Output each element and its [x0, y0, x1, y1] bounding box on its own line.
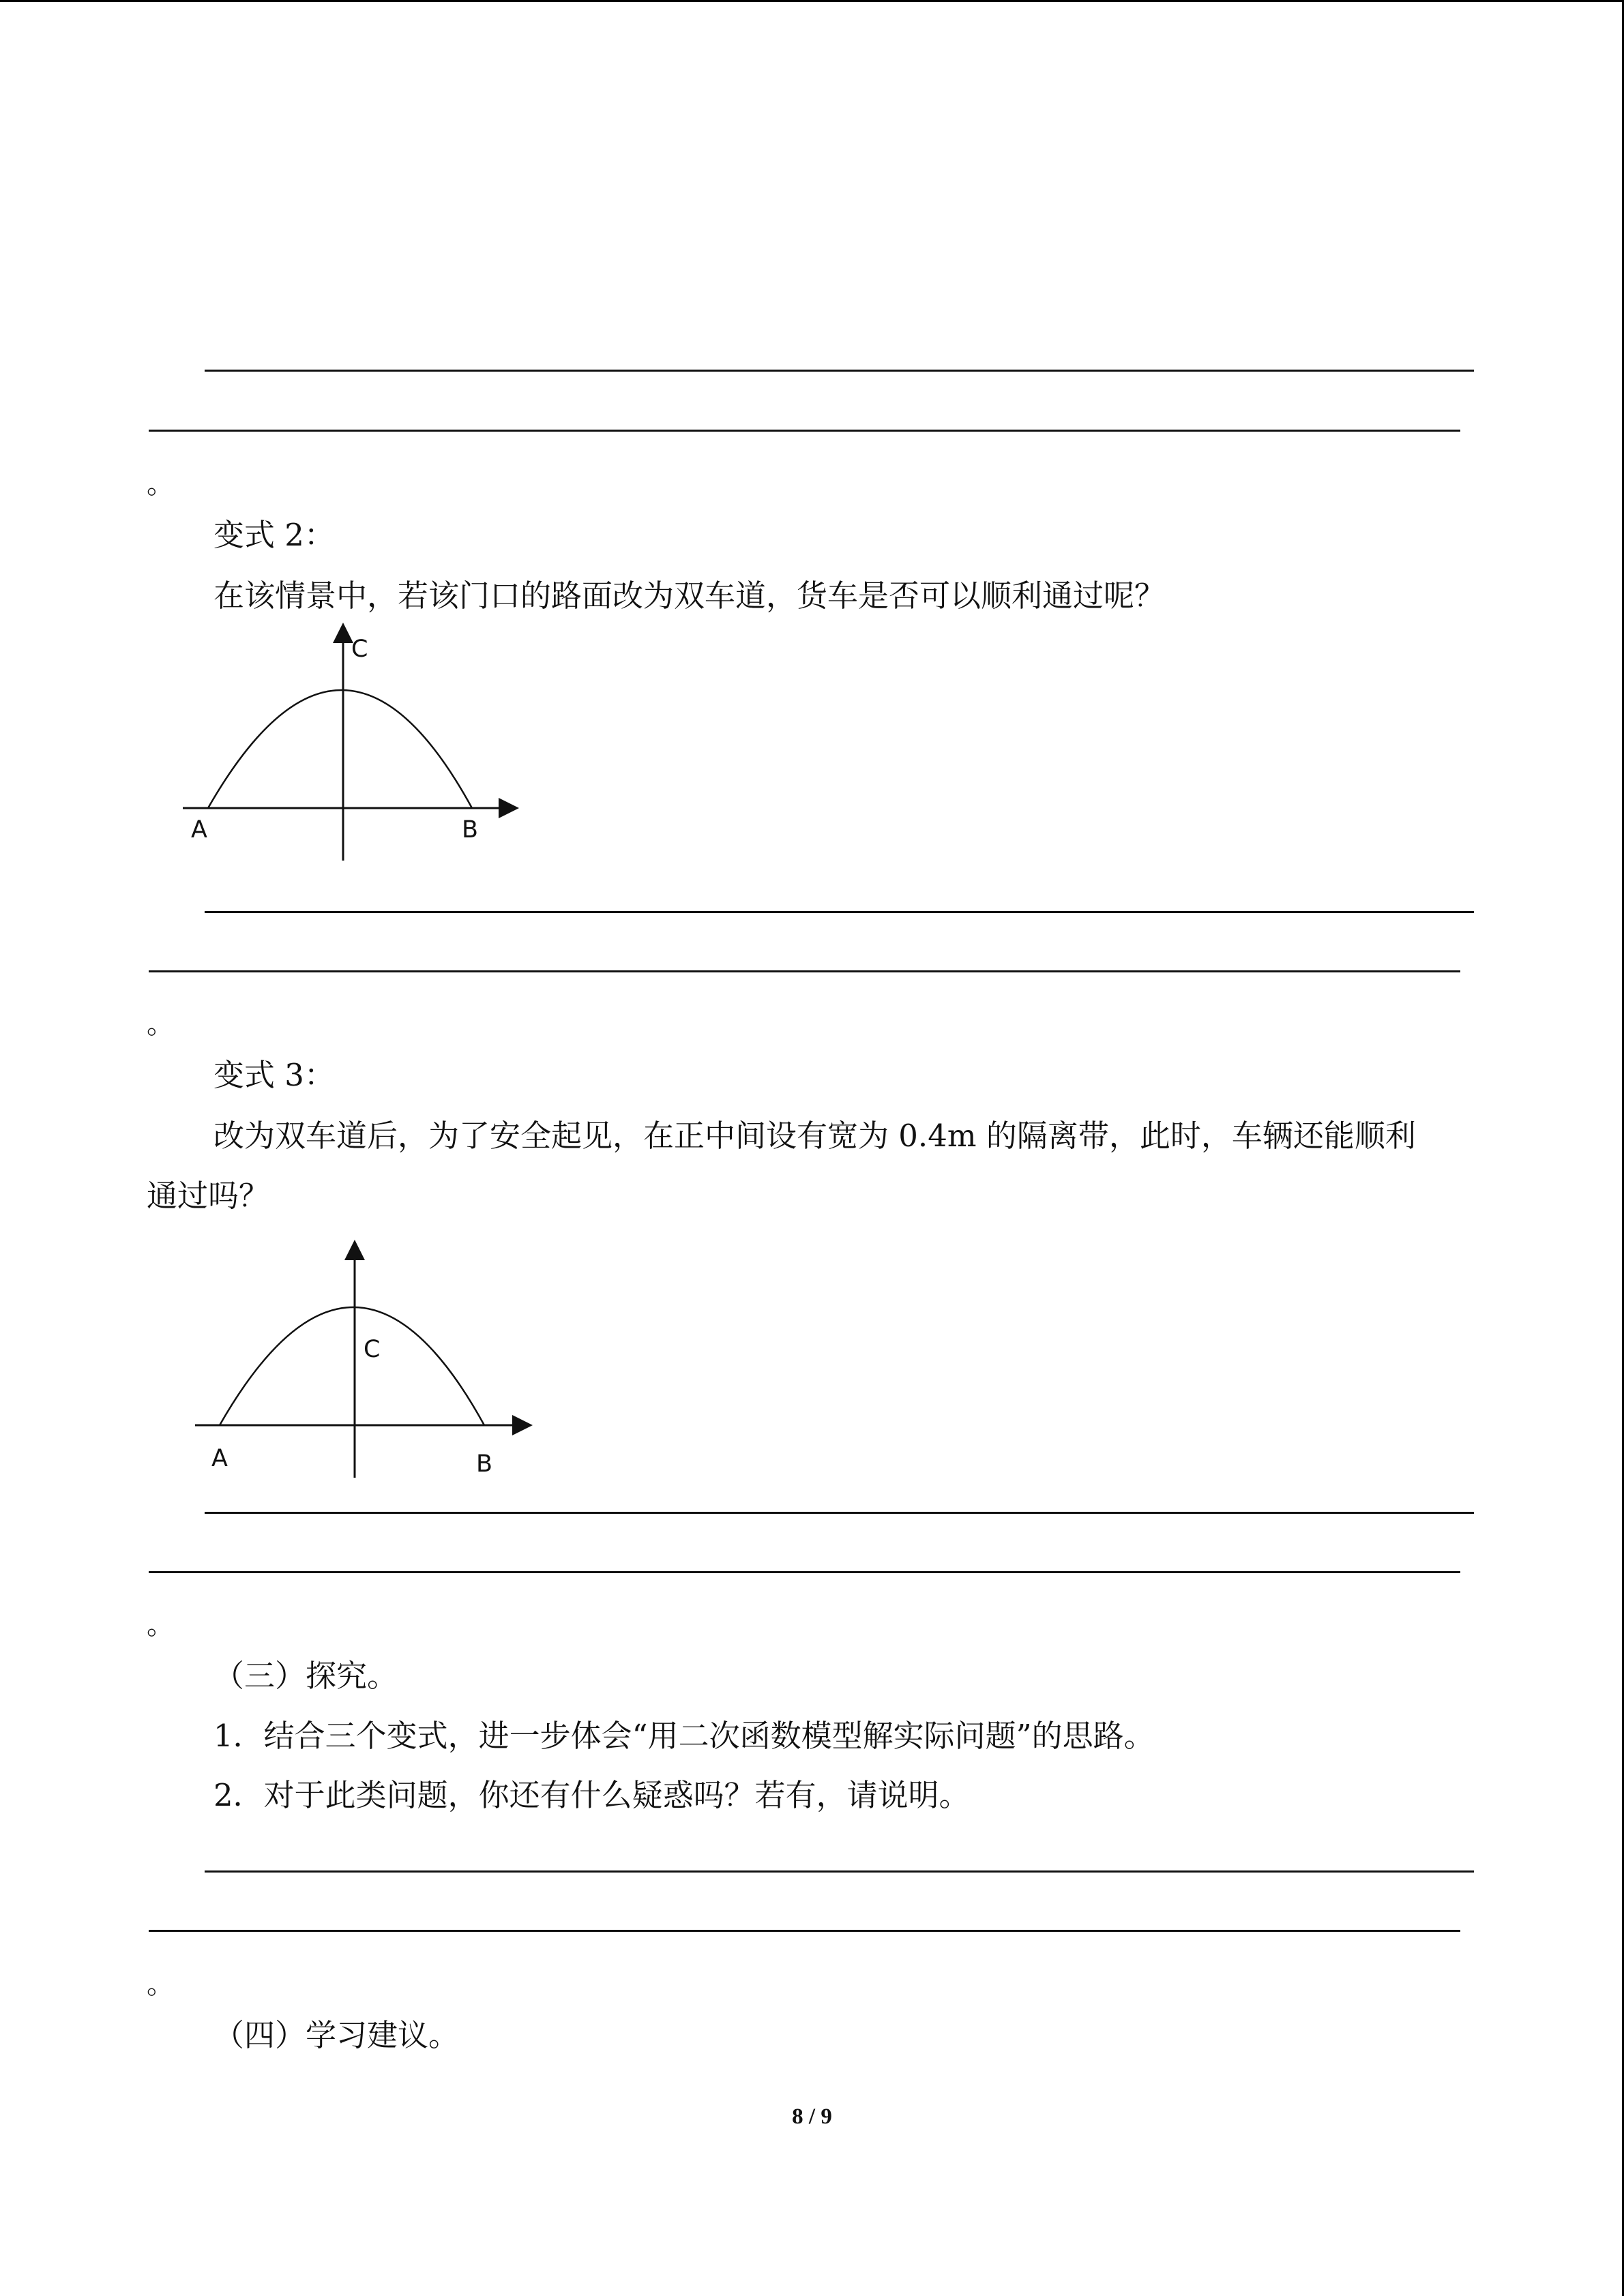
variant3-heading: 变式 3： [213, 1057, 335, 1093]
point-label-b: B [476, 1450, 493, 1478]
variant3-question-line2: 通过吗？ [147, 1178, 270, 1214]
point-label-c: C [351, 636, 368, 663]
point-label-a: A [211, 1445, 228, 1472]
blank-end-marker: 。 [147, 1969, 174, 2000]
section3-item1: 1．结合三个变式，进一步体会“用二次函数模型解实际问题”的思路。 [213, 1718, 1155, 1754]
blank-end-marker: 。 [147, 468, 174, 500]
point-label-c: C [364, 1336, 381, 1363]
variant3-question-line1: 改为双车道后，为了安全起见，在正中间设有宽为 0.4m 的隔离带，此时，车辆还能顺利 [213, 1118, 1416, 1154]
answer-line [149, 970, 1460, 972]
answer-line [205, 370, 1474, 372]
answer-line [205, 1512, 1474, 1514]
point-label-a: A [191, 816, 207, 844]
variant2-heading: 变式 2： [213, 517, 335, 553]
answer-line [149, 430, 1460, 432]
blank-end-marker: 。 [147, 1009, 174, 1040]
answer-line [205, 1870, 1474, 1873]
answer-line [205, 911, 1474, 913]
section4-heading: （四）学习建议。 [213, 2017, 460, 2053]
section3-item2: 2．对于此类问题，你还有什么疑惑吗？若有，请说明。 [213, 1777, 970, 1813]
section3-heading: （三）探究。 [213, 1658, 398, 1694]
parabola-curve [220, 1307, 484, 1425]
variant2-question: 在该情景中，若该门口的路面改为双车道，货车是否可以顺利通过呢？ [213, 578, 1166, 614]
blank-end-marker: 。 [147, 1609, 174, 1641]
point-label-b: B [462, 816, 479, 844]
page-number: 8 / 9 [792, 2104, 832, 2129]
parabola-curve [208, 690, 472, 808]
page-border-top [0, 0, 1624, 2]
answer-line [149, 1571, 1460, 1573]
answer-line [149, 1930, 1460, 1932]
